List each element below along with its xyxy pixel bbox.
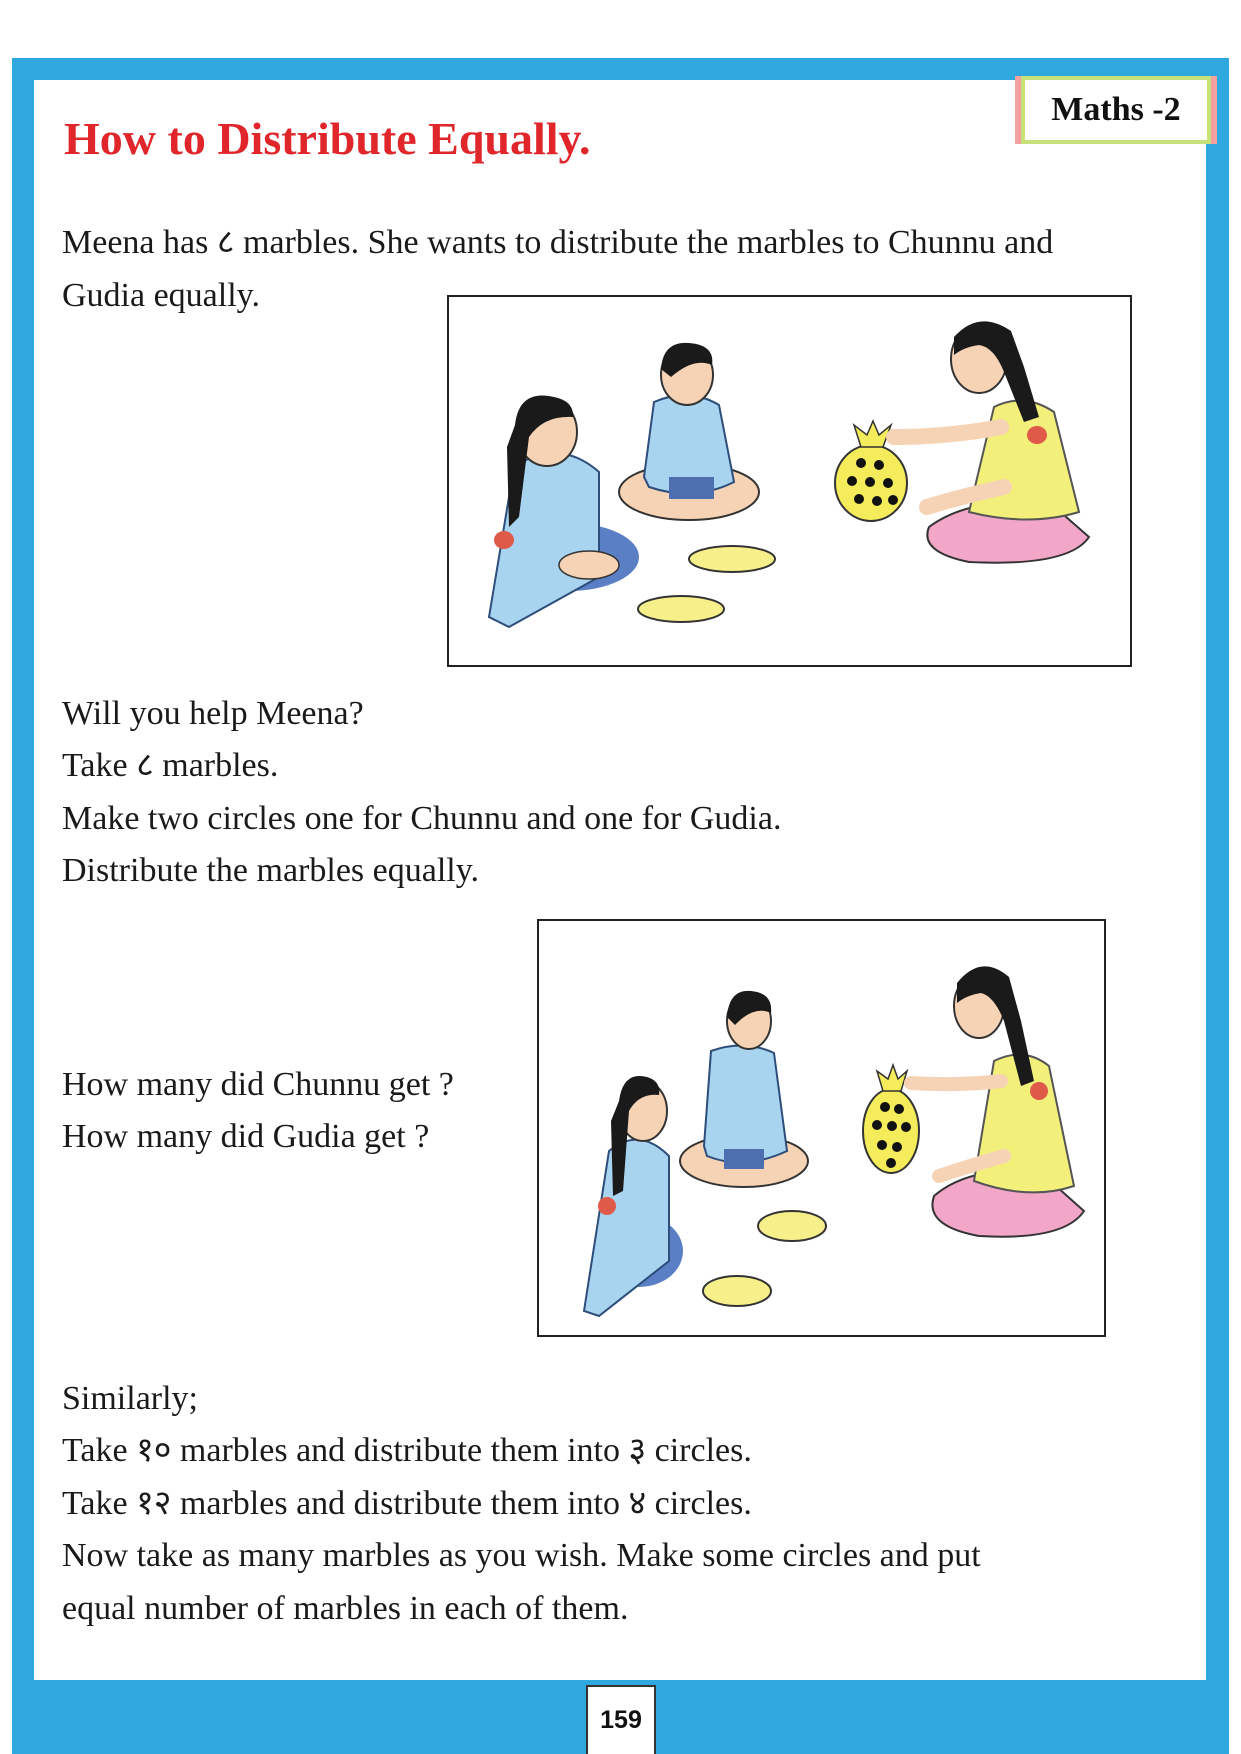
step-1: Will you help Meena? [62,695,364,732]
meena-figure [911,966,1084,1236]
step-2: Take ८ marbles. [62,747,279,784]
plate-gudia [638,596,724,622]
chunnu-figure [680,991,808,1187]
subject-tag-label: Maths -2 [1051,91,1181,128]
intro-line-2: Gudia equally. [62,277,260,314]
gudia-figure [489,396,639,627]
plate-chunnu [689,546,775,572]
question-gudia: How many did Gudia get ? [62,1118,430,1155]
similarly-heading: Similarly; [62,1380,198,1417]
exercise-line-3: Now take as many marbles as you wish. Make some circles and put [62,1537,981,1574]
scene-2-drawing [539,921,1104,1335]
illustration-meena-with-bag [447,295,1132,667]
plate-gudia [703,1276,771,1306]
question-chunnu: How many did Chunnu get ? [62,1066,454,1103]
chunnu-figure [619,343,759,520]
subject-tag [1015,76,1217,144]
exercise-line-4: equal number of marbles in each of them. [62,1590,629,1627]
page-title: How to Distribute Equally. [64,113,591,164]
page-number: 159 [586,1685,656,1754]
exercise-line-1: Take १० marbles and distribute them into ३ circles. [62,1432,752,1469]
scene-1-drawing [449,297,1130,665]
gudia-figure [584,1076,683,1316]
intro-line-1: Meena has ८ marbles. She wants to distribute the marbles to Chunnu and [62,224,1054,261]
exercise-line-2: Take १२ marbles and distribute them into ४ circles. [62,1485,752,1522]
illustration-marbles-distributed [537,919,1106,1337]
plate-chunnu [758,1211,826,1241]
step-3: Make two circles one for Chunnu and one for Gudia. [62,800,782,837]
step-4: Distribute the marbles equally. [62,852,480,889]
meena-figure [894,321,1089,562]
